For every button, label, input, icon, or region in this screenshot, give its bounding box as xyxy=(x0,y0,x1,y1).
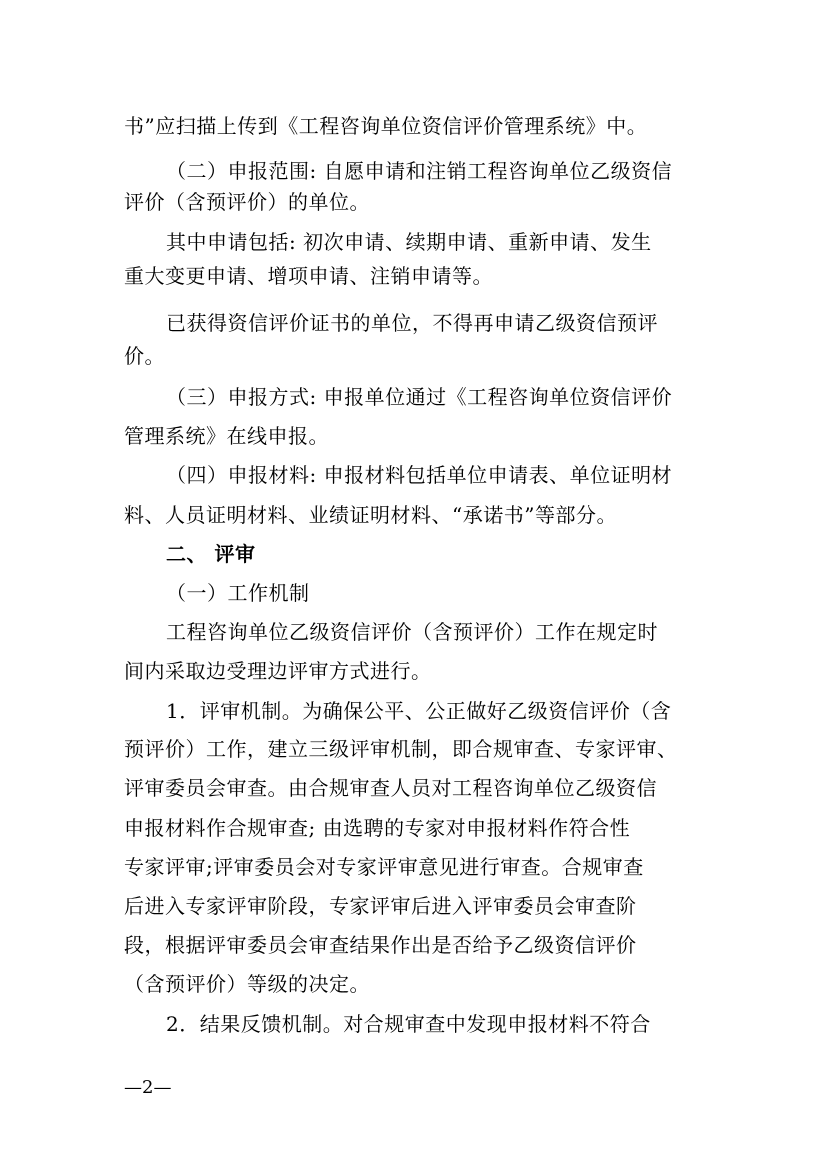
body-line-8: （三）申报方式: 申报单位通过《工程咨询单位资信评价 xyxy=(166,385,673,409)
body-line-10: （四）申报材料: 申报材料包括单位申请表、单位证明材 xyxy=(166,463,673,487)
body-line-23: （含预评价）等级的决定。 xyxy=(124,972,370,996)
body-line-7: 价。 xyxy=(124,344,165,368)
body-line-20: 专家评审;评审委员会对专家评审意见进行审查。合规审查 xyxy=(124,855,644,879)
subheading-work-mechanism: （一）工作机制 xyxy=(166,581,310,605)
body-line-18: 评审委员会审查。由合规审查人员对工程咨询单位乙级资信 xyxy=(124,776,657,800)
body-line-6: 已获得资信评价证书的单位，不得再申请乙级资信预评 xyxy=(166,311,658,335)
body-line-15: 间内采取边受理边评审方式进行。 xyxy=(124,659,432,683)
body-line-11: 料、人员证明材料、业绩证明材料、“承诺书”等部分。 xyxy=(124,503,617,527)
body-line-14: 工程咨询单位乙级资信评价（含预评价）工作在规定时 xyxy=(166,620,658,644)
section-heading-review: 二、 评审 xyxy=(166,542,256,566)
body-line-21: 后进入专家评审阶段，专家评审后进入评审委员会审查阶 xyxy=(124,894,637,918)
page-number: —2— xyxy=(124,1077,172,1098)
body-line-2: （二）申报范围: 自愿申请和注销工程咨询单位乙级资信 xyxy=(166,159,673,183)
body-line-22: 段，根据评审委员会审查结果作出是否给予乙级资信评价 xyxy=(124,933,637,957)
body-line-17: 预评价）工作，建立三级评审机制，即合规审查、专家评审、 xyxy=(124,737,678,761)
body-line-5: 重大变更申请、增项申请、注销申请等。 xyxy=(124,264,493,288)
body-line-3: 评价（含预评价）的单位。 xyxy=(124,190,370,214)
body-line-9: 管理系统》在线申报。 xyxy=(124,424,329,448)
body-line-4: 其中申请包括: 初次申请、续期申请、重新申请、发生 xyxy=(166,230,652,254)
body-line-24: 2．结果反馈机制。对合规审查中发现申报材料不符合 xyxy=(166,1012,651,1036)
body-line-1: 书”应扫描上传到《工程咨询单位资信评价管理系统》中。 xyxy=(124,114,648,138)
body-line-19: 申报材料作合规审查; 由选聘的专家对申报材料作符合性 xyxy=(124,816,631,840)
body-line-16: 1．评审机制。为确保公平、公正做好乙级资信评价（含 xyxy=(166,699,672,723)
